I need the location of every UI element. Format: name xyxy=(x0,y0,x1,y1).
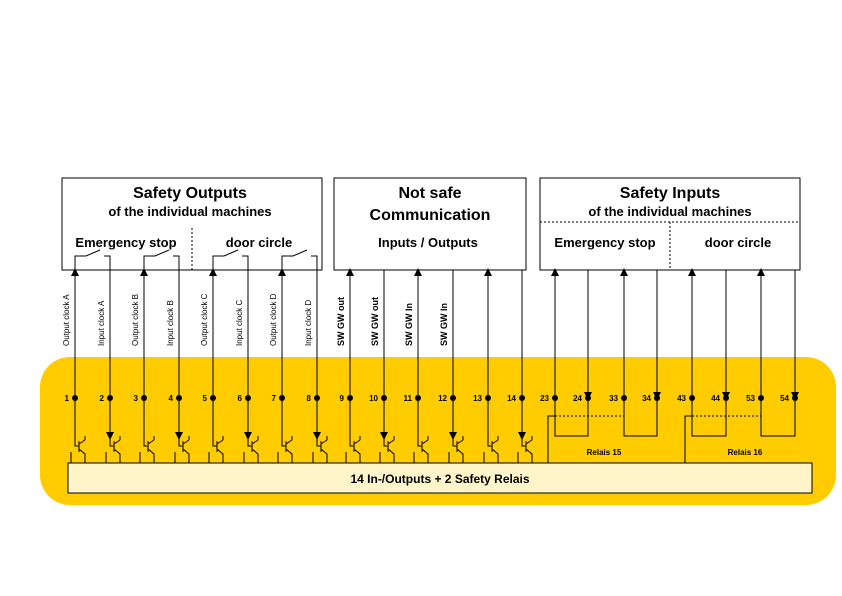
terminal-dot xyxy=(314,395,320,401)
terminal-dot xyxy=(792,395,798,401)
inputs-section-door: door circle xyxy=(704,235,772,250)
terminal-number: 10 xyxy=(369,394,378,403)
terminal-number: 33 xyxy=(609,394,618,403)
terminal-number: 5 xyxy=(202,394,207,403)
comm-subtitle: Inputs / Outputs xyxy=(378,235,478,250)
terminal-dot xyxy=(245,395,251,401)
terminal-dot xyxy=(210,395,216,401)
signal-label: SW GW out xyxy=(370,297,380,346)
terminal-number: 2 xyxy=(99,394,104,403)
terminal-dot xyxy=(107,395,113,401)
terminal-dot xyxy=(72,395,78,401)
signal-label: Input clock D xyxy=(304,299,313,346)
terminal-number: 13 xyxy=(473,394,482,403)
inputs-subtitle: of the individual machines xyxy=(588,204,752,219)
terminal-dot xyxy=(141,395,147,401)
terminal-number: 9 xyxy=(339,394,344,403)
terminal-dot xyxy=(621,395,627,401)
signal-label: Output clock A xyxy=(62,294,71,346)
terminal-number: 34 xyxy=(642,394,651,403)
signal-label: Output clock D xyxy=(269,293,278,346)
terminal-dot xyxy=(381,395,387,401)
terminal-dot xyxy=(723,395,729,401)
comm-title-2: Communication xyxy=(369,207,491,224)
terminal-number: 24 xyxy=(573,394,582,403)
terminal-number: 23 xyxy=(540,394,549,403)
terminal-dot xyxy=(585,395,591,401)
signal-label: Input clock A xyxy=(97,300,106,346)
signal-labels xyxy=(62,293,449,346)
terminal-number: 4 xyxy=(168,394,173,403)
terminal-number: 6 xyxy=(237,394,242,403)
terminal-dot xyxy=(758,395,764,401)
terminal-number: 14 xyxy=(507,394,516,403)
inputs-section-emergency: Emergency stop xyxy=(554,235,656,250)
terminal-number: 53 xyxy=(746,394,755,403)
terminal-dot xyxy=(450,395,456,401)
signal-label: SW GW In xyxy=(404,303,414,346)
terminal-dot xyxy=(279,395,285,401)
terminal-dot xyxy=(485,395,491,401)
terminal-number: 11 xyxy=(403,394,412,403)
terminal-number: 7 xyxy=(271,394,276,403)
terminal-dot xyxy=(176,395,182,401)
signal-label: SW GW In xyxy=(439,303,449,346)
outputs-section-emergency: Emergency stop xyxy=(75,235,177,250)
module-label: 14 In-/Outputs + 2 Safety Relais xyxy=(350,472,530,486)
relay-16-label: Relais 16 xyxy=(727,448,763,457)
signal-label: Input clock C xyxy=(235,299,244,346)
terminal-dot xyxy=(689,395,695,401)
signal-label: Output clock B xyxy=(131,293,140,346)
terminal-dot xyxy=(519,395,525,401)
terminal-number: 12 xyxy=(438,394,447,403)
terminal-number: 3 xyxy=(133,394,138,403)
outputs-section-door: door circle xyxy=(225,235,293,250)
communication-box xyxy=(334,178,526,270)
terminal-dot xyxy=(415,395,421,401)
outputs-title: Safety Outputs xyxy=(133,185,247,202)
signal-label: SW GW out xyxy=(336,297,346,346)
terminal-dot xyxy=(552,395,558,401)
signal-label: Input clock B xyxy=(166,300,175,346)
outputs-subtitle: of the individual machines xyxy=(108,204,272,219)
comm-title-1: Not safe xyxy=(398,185,462,202)
terminal-number: 8 xyxy=(306,394,311,403)
terminal-number: 1 xyxy=(64,394,69,403)
terminal-number: 54 xyxy=(780,394,789,403)
safety-inputs-box xyxy=(540,178,800,270)
signal-label: Output clock C xyxy=(200,293,209,346)
terminal-dot xyxy=(347,395,353,401)
terminal-number: 44 xyxy=(711,394,720,403)
relay-15-label: Relais 15 xyxy=(586,448,622,457)
terminal-dot xyxy=(654,395,660,401)
terminal-number: 43 xyxy=(677,394,686,403)
inputs-title: Safety Inputs xyxy=(619,185,721,202)
